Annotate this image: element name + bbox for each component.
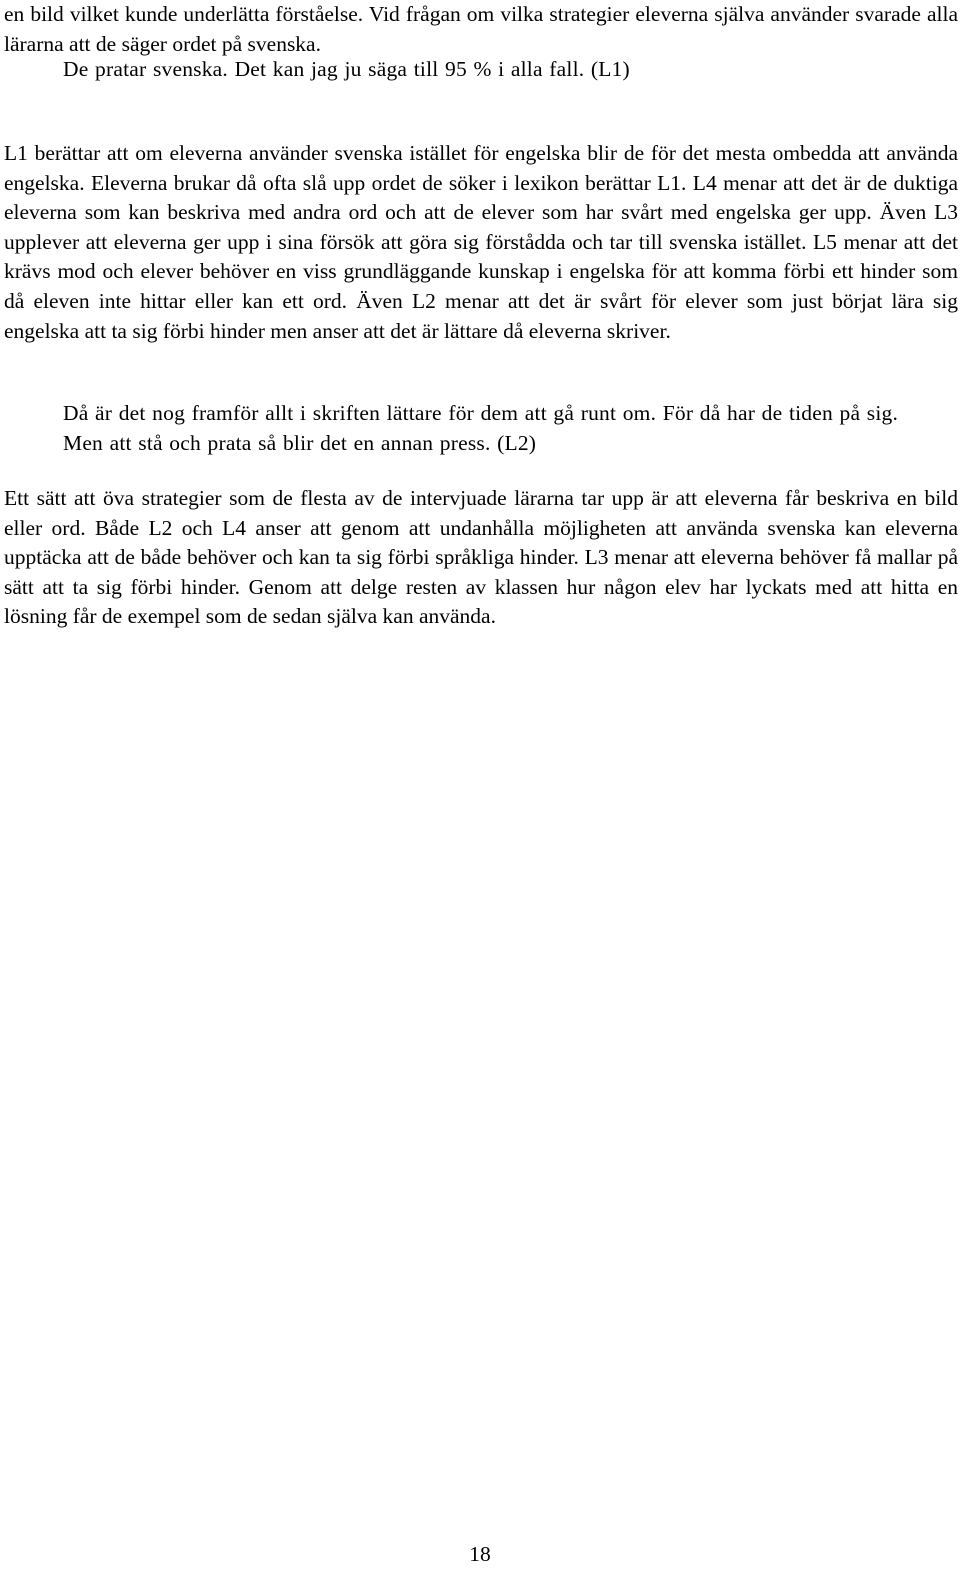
body-paragraph: L1 berättar att om eleverna använder svenska istället för engelska blir de för det mesta ombedda att använda engelska. Eleverna brukar då ofta slå upp ordet de söker i lexikon berättar L1. L4 menar att det är de duktiga eleverna som kan beskriva med andra ord och att de elever som har svårt med engelska ger upp. Även L3 upplever att eleverna ger upp i sina försök att göra sig förstådda och tar till svenska istället. L5 menar att det krävs mod och elever behöver en viss grundläggande kunskap i engelska för att komma förbi ett hinder som då eleven inte hittar eller kan ett ord. Även L2 menar att det är svårt för elever som just börjat lära sig engelska att ta sig förbi hinder men anser att det är lättare då eleverna skriver. (4, 141, 958, 343)
page-number: 18 (469, 1542, 491, 1566)
interview-quote: De pratar svenska. Det kan jag ju säga till 95 % i alla fall. (L1) (63, 57, 630, 81)
body-paragraph: Ett sätt att öva strategier som de flesta av de intervjuade lärarna tar upp är att eleverna får beskriva en bild eller ord. Både L2 och L4 anser att genom att undanhålla möjligheten att använda svenska kan eleverna upptäcka att de både behöver och kan ta sig förbi språkliga hinder. L3 menar att eleverna behöver få mallar på sätt att ta sig förbi hinder. Genom att delge resten av klassen hur någon elev har lyckats med att hitta en lösning får de exempel som de sedan själva kan använda. (4, 486, 958, 629)
body-paragraph: en bild vilket kunde underlätta förståelse. Vid frågan om vilka strategier eleverna själva använder svarade alla lärarna att de säger ordet på svenska. (4, 2, 958, 56)
interview-quote: Då är det nog framför allt i skriften lättare för dem att gå runt om. För då har de tiden på sig. Men att stå och prata så blir det en annan press. (L2) (63, 401, 899, 455)
